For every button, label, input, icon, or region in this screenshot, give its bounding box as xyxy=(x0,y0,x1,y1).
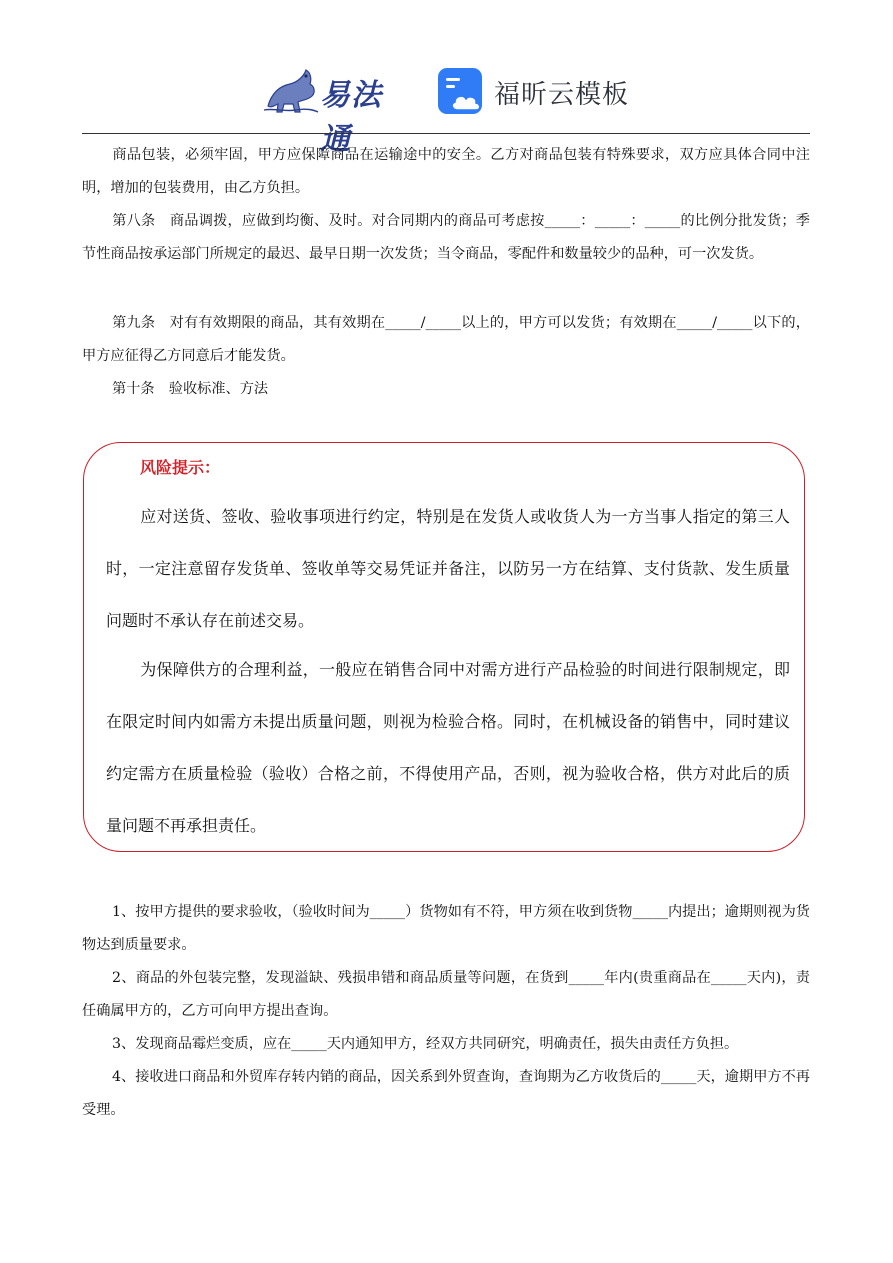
paragraph-packaging xyxy=(82,139,810,205)
paragraph-item-1 xyxy=(82,896,810,962)
paragraph-item-4 xyxy=(82,1061,810,1127)
risk-paragraph-text: 为保障供方的合理利益，一般应在销售合同中对需方进行产品检验的时间进行限制规定，即在限定时间内如需方未提出质量问题，则视为检验合格。同时，在机械设备的销售中，同时建议约定需方在质量检验（验收）合格之前，不得使用产品，否则，视为验收合格，供方对此后的质量问题不再承担责任。 xyxy=(106,660,790,835)
paragraph-text: 第九条 对有有效期限的商品，其有效期在_____/_____以上的，甲方可以发货；有效期在_____/_____以下的，甲方应征得乙方同意后才能发货。 xyxy=(82,315,810,364)
paragraph-text: 2、商品的外包装完整，发现溢缺、残损串错和商品质量等问题，在货到_____年内(贵重商品在_____天内)，责任确属甲方的，乙方可向甲方提出查询。 xyxy=(82,970,810,1019)
paragraph-text: 3、发现商品霉烂变质，应在_____天内通知甲方，经双方共同研究，明确责任，损失由责任方负担。 xyxy=(112,1036,739,1052)
paragraph-article-9 xyxy=(82,307,810,373)
paragraph-text: 商品包装，必须牢固，甲方应保障商品在运输途中的安全。乙方对商品包装有特殊要求，双方应具体合同中注明，增加的包装费用，由乙方负担。 xyxy=(82,147,810,196)
yifatong-logo xyxy=(262,62,412,157)
paragraph-item-3 xyxy=(82,1028,810,1061)
foxit-logo-text: 福昕云模板 xyxy=(494,80,630,110)
paragraph-text: 4、接收进口商品和外贸库存转内销的商品，因关系到外贸查询，查询期为乙方收货后的_____天，逾期甲方不再受理。 xyxy=(82,1069,810,1118)
foxit-cloud-template-logo xyxy=(436,66,636,118)
paragraph-item-2 xyxy=(82,962,810,1028)
risk-notice-box xyxy=(83,442,805,852)
page-header xyxy=(0,58,893,157)
paragraph-article-8 xyxy=(82,205,810,271)
paragraph-article-10 xyxy=(82,373,810,406)
cloud-document-icon xyxy=(436,66,486,116)
yifatong-logo-text: 易法通 xyxy=(320,78,382,157)
paragraph-text: 1、按甲方提供的要求验收，（验收时间为_____）货物如有不符，甲方须在收到货物_____内提出；逾期则视为货物达到质量要求。 xyxy=(82,904,810,953)
paragraph-text: 第十条 验收标准、方法 xyxy=(112,381,269,397)
qilin-mascot-icon xyxy=(262,62,320,118)
risk-notice-title: 风险提示： xyxy=(140,458,221,477)
risk-paragraph-2 xyxy=(106,644,790,852)
header-divider xyxy=(82,133,810,134)
risk-paragraph-1 xyxy=(106,491,790,647)
risk-paragraph-text: 应对送货、签收、验收事项进行约定，特别是在发货人或收货人为一方当事人指定的第三人时，一定注意留存发货单、签收单等交易凭证并备注，以防另一方在结算、支付货款、发生质量问题时不承认存在前述交易。 xyxy=(106,507,790,630)
paragraph-text: 第八条 商品调拨，应做到均衡、及时。对合同期内的商品可考虑按_____：_____：_____的比例分批发货；季节性商品按承运部门所规定的最迟、最早日期一次发货；当令商品，零配件和数量较少的品种，可一次发货。 xyxy=(82,213,810,262)
